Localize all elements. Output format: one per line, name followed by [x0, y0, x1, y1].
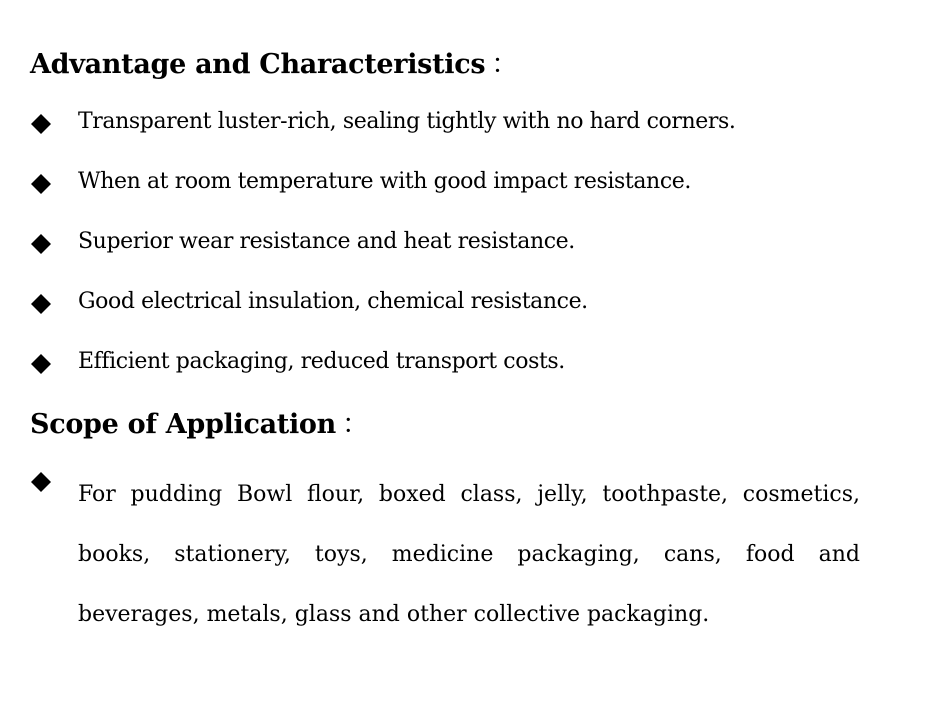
bullet-item-text: Transparent luster-rich, sealing tightly with no hard corners. — [78, 109, 736, 134]
bullet-item — [30, 107, 860, 137]
heading-colon: ： — [341, 409, 369, 440]
section-heading-scope-text: Scope of Application — [30, 409, 336, 440]
bullet-item-text: Good electrical insulation, chemical resistance. — [78, 289, 588, 314]
bullet-item — [30, 347, 860, 377]
diamond-bullet-icon — [30, 293, 52, 315]
bullet-item-text: When at room temperature with good impact resistance. — [78, 169, 691, 194]
scope-paragraph: For pudding Bowl flour, boxed class, jelly, toothpaste, cosmetics, books, stationery, toys, medicine packaging, cans, food and beverages, metals, glass and other collective packaging. — [78, 482, 860, 627]
bullet-item — [30, 227, 860, 257]
section-heading-advantages — [30, 42, 518, 81]
diamond-bullet-icon — [30, 173, 52, 195]
heading-colon: ： — [491, 49, 518, 80]
bullet-item — [30, 287, 860, 317]
bullet-item — [30, 167, 860, 197]
section-heading-advantages-text: Advantage and Characteristics — [30, 49, 486, 80]
diamond-bullet-icon — [30, 113, 52, 135]
diamond-bullet-icon — [30, 471, 52, 493]
bullet-item-text: Superior wear resistance and heat resistance. — [78, 229, 575, 254]
section-heading-scope — [30, 402, 369, 441]
bullet-item-text: Efficient packaging, reduced transport costs. — [78, 349, 565, 374]
diamond-bullet-icon — [30, 353, 52, 375]
diamond-bullet-icon — [30, 233, 52, 255]
